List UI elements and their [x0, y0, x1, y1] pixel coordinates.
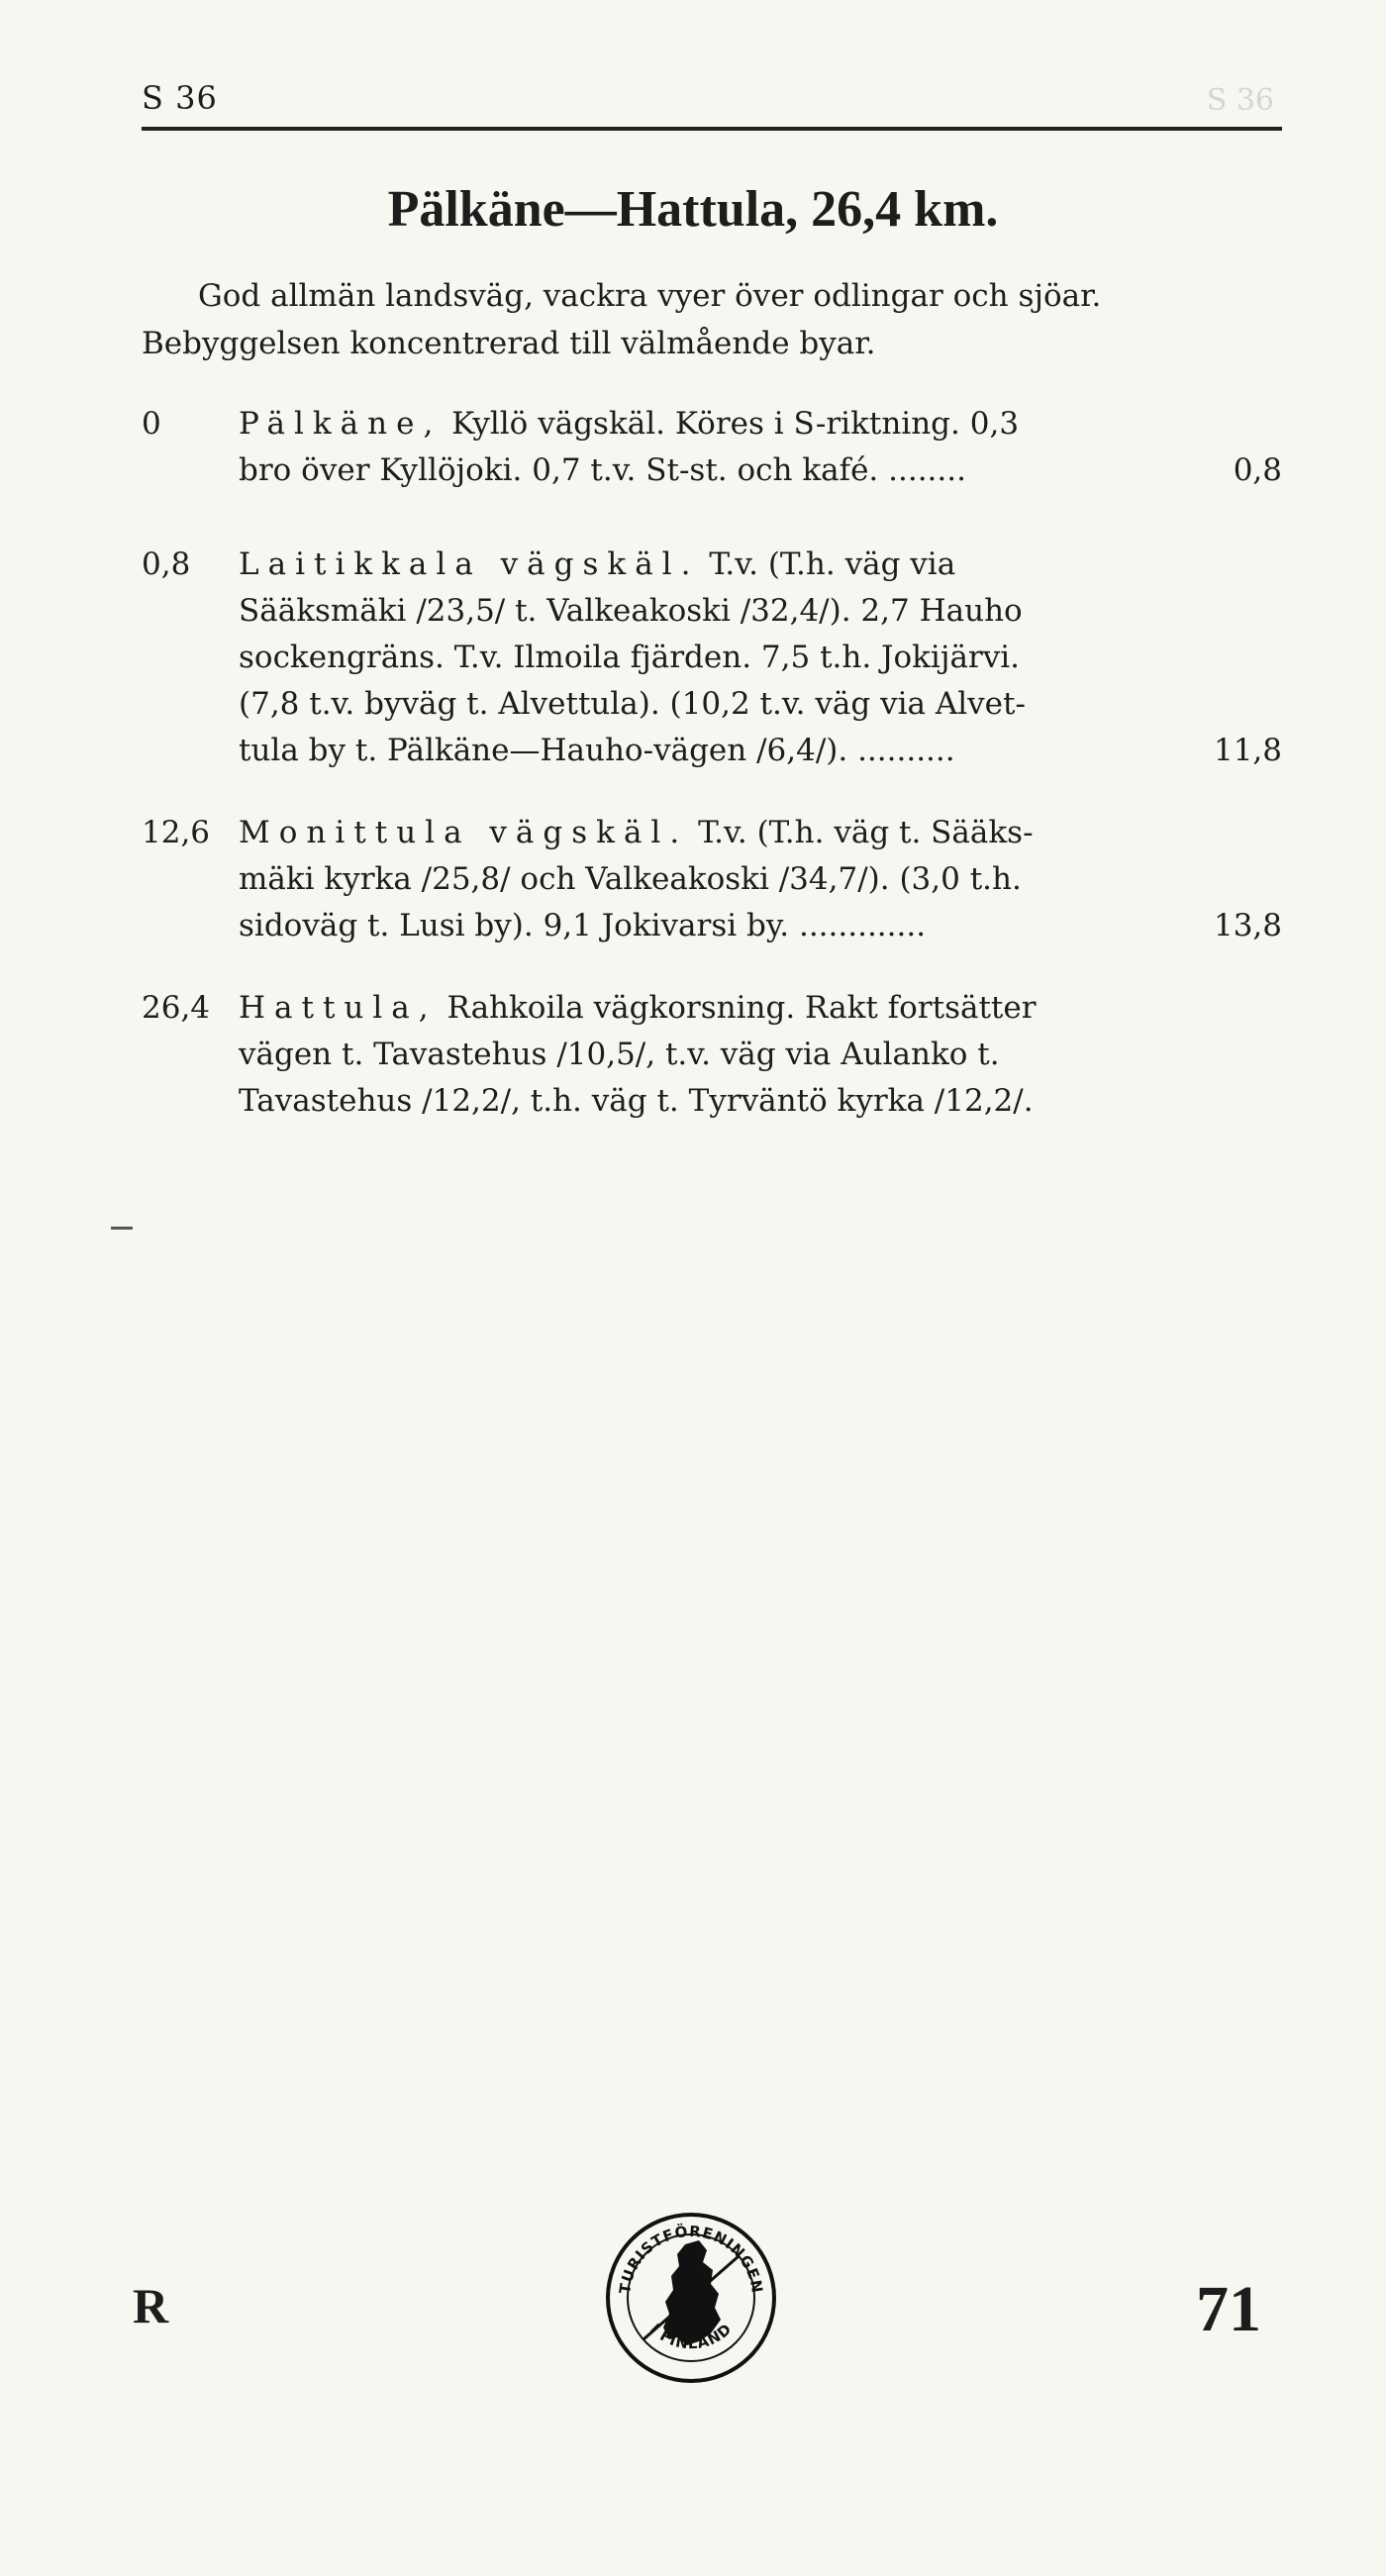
svg-text:TURISTFÖRENINGEN: TURISTFÖRENINGEN	[616, 2222, 767, 2296]
entry-line: sockengräns. T.v. Ilmoila fjärden. 7,5 t.h. Jokijärvi.	[239, 640, 1021, 675]
entry-km: 26,4	[142, 990, 211, 1026]
description-line-1: God allmän landsväg, vackra vyer över odlingar och sjöar.	[198, 278, 1102, 314]
footer-signature-letter: R	[133, 2278, 169, 2333]
entry-line	[239, 810, 1282, 856]
route-title: Pälkäne—Hattula, 26,4 km.	[387, 181, 999, 238]
turistforeningen-finland-logo-icon	[604, 2211, 778, 2385]
page-number: 71	[1196, 2273, 1261, 2345]
entry-line	[239, 401, 1282, 447]
entry-km: 12,6	[142, 815, 211, 850]
entry-line: Tavastehus /12,2/, t.h. väg t. Tyrväntö kyrka /12,2/.	[239, 1083, 1034, 1119]
logo-seal-icon	[604, 2211, 778, 2385]
page-header	[142, 79, 1282, 117]
entry-line-text: Kyllö vägskäl. Köres i S-riktning. 0,3	[451, 406, 1020, 442]
entry-line: bro över Kyllöjoki. 0,7 t.v. St-st. och kafé. ........	[239, 452, 966, 488]
entry-distance: 11,8	[1213, 733, 1282, 768]
route-description	[142, 272, 1282, 367]
entry-km: 0	[142, 406, 161, 442]
entry-km: 0,8	[142, 546, 191, 582]
entry-place: Hattula,	[239, 990, 438, 1026]
route-entry	[142, 542, 1282, 774]
entry-distance: 13,8	[1213, 908, 1282, 943]
entry-line	[239, 542, 1282, 588]
entry-line: tula by t. Pälkäne—Hauho-vägen /6,4/). ..........	[239, 733, 955, 768]
svg-text:I FINLAND: I FINLAND	[646, 2320, 736, 2353]
bleed-through-page-code: S 36	[1206, 83, 1274, 118]
entry-place: Monittula vägskäl.	[239, 815, 689, 850]
entry-line: sidoväg t. Lusi by). 9,1 Jokivarsi by. .............	[239, 908, 927, 943]
entry-line-text: Rahkoila vägkorsning. Rakt fortsätter	[446, 990, 1037, 1026]
entry-line-text: T.v. (T.h. väg via	[709, 546, 956, 582]
entry-place: Laitikkala vägskäl.	[239, 546, 700, 582]
route-entry	[142, 401, 1282, 494]
entry-line: (7,8 t.v. byväg t. Alvettula). (10,2 t.v. väg via Alvet-	[239, 686, 1026, 722]
entry-body	[239, 401, 1282, 494]
description-line-2: Bebyggelsen koncentrerad till välmående byar.	[142, 326, 876, 361]
page-code: S 36	[142, 79, 218, 117]
entry-place: Pälkäne,	[239, 406, 443, 442]
entry-line	[239, 985, 1282, 1032]
entry-line: mäki kyrka /25,8/ och Valkeakoski /34,7/). (3,0 t.h.	[239, 861, 1022, 897]
entry-line: Sääksmäki /23,5/ t. Valkeakoski /32,4/). 2,7 Hauho	[239, 593, 1023, 629]
entry-body	[239, 985, 1282, 1125]
entry-line-text: T.v. (T.h. väg t. Sääks-	[698, 815, 1034, 850]
entry-body	[239, 542, 1282, 774]
route-entry	[142, 810, 1282, 949]
route-entry	[142, 985, 1282, 1125]
entry-body	[239, 810, 1282, 949]
entry-line: vägen t. Tavastehus /10,5/, t.v. väg via Aulanko t.	[239, 1037, 1000, 1072]
margin-mark	[111, 1227, 133, 1230]
entry-distance: 0,8	[1233, 452, 1282, 488]
header-rule	[142, 127, 1282, 131]
